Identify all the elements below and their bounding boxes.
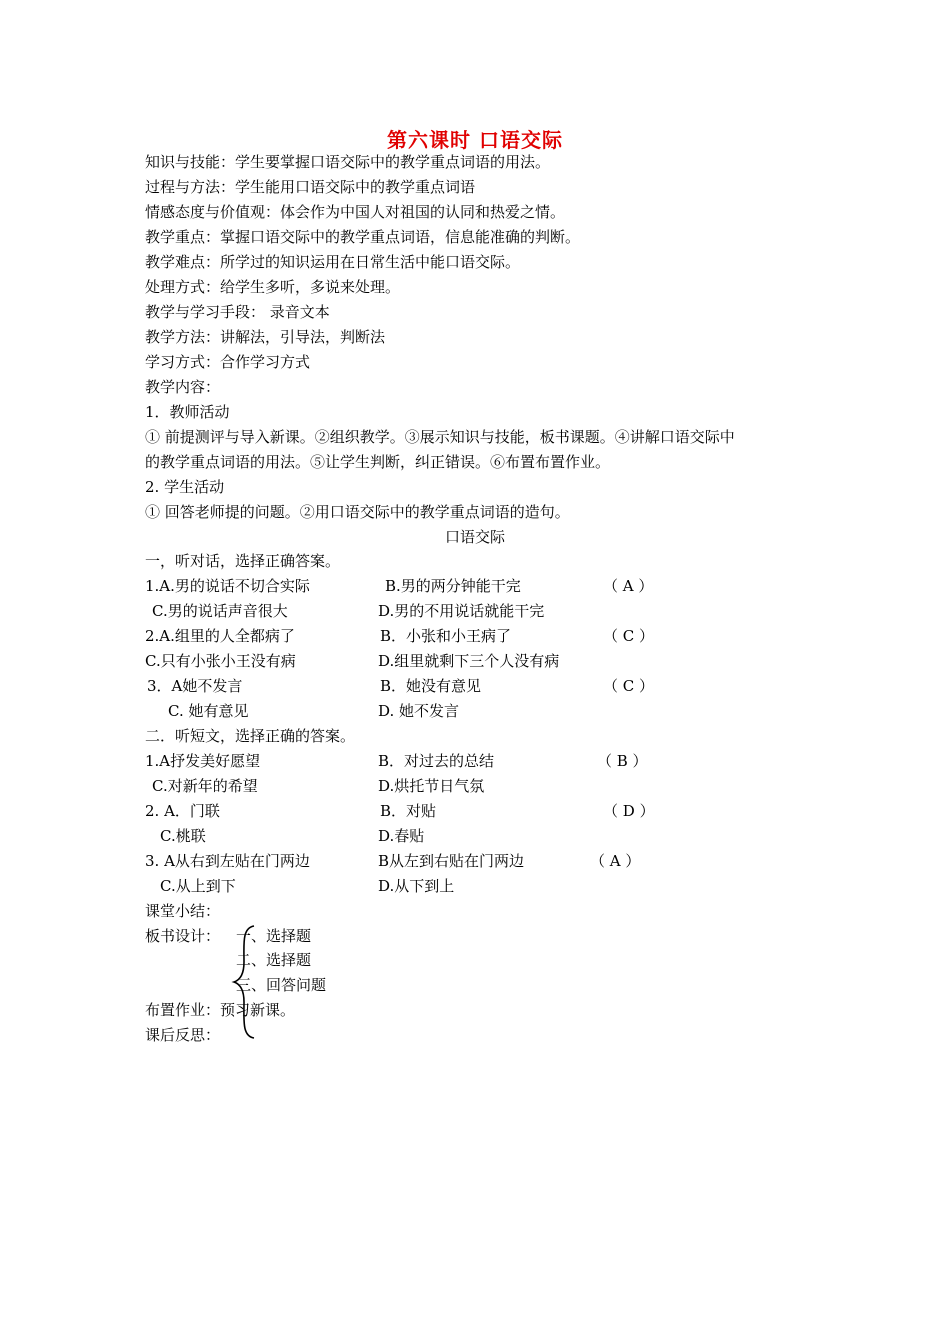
q2-1-option-c: C.对新年的希望 — [152, 777, 258, 795]
student-activity-heading: 2. 学生活动 — [145, 478, 225, 496]
after-class-reflection: 课后反思： — [145, 1026, 221, 1044]
board-design-label: 板书设计： — [145, 927, 221, 945]
teacher-activity-line1: ① 前提测评与导入新课。②组织教学。③展示知识与技能，板书课题。④讲解口语交际中 — [145, 428, 735, 446]
q1-3-option-a: 3．A她不发言 — [147, 677, 243, 695]
q2-1-option-b: B．对过去的总结 — [378, 752, 495, 770]
section-subtitle: 口语交际 — [444, 528, 505, 546]
q1-1-option-b: B.男的两分钟能干完 — [385, 577, 521, 595]
processing-method: 处理方式：给学生多听，多说来处理。 — [145, 278, 401, 296]
board-item-1: 一、选择题 — [236, 927, 312, 945]
section1-heading: 一，听对话，选择正确答案。 — [145, 552, 341, 570]
objective-attitude: 情感态度与价值观：体会作为中国人对祖国的认同和热爱之情。 — [145, 203, 566, 221]
q1-3-answer: （ C ） — [603, 677, 655, 695]
q1-2-answer: （ C ） — [603, 627, 655, 645]
teacher-activity-heading: 1．教师活动 — [145, 403, 230, 421]
curly-brace-icon — [228, 922, 258, 1042]
q2-2-answer: （ D ） — [603, 802, 655, 820]
teaching-focus: 教学重点：掌握口语交际中的教学重点词语，信息能准确的判断。 — [145, 228, 581, 246]
teaching-difficulty: 教学难点：所学过的知识运用在日常生活中能口语交际。 — [145, 253, 521, 271]
q1-1-option-d: D.男的不用说话就能干完 — [378, 602, 545, 620]
q2-1-answer: （ B ） — [597, 752, 648, 770]
q1-2-option-d: D.组里就剩下三个人没有病 — [378, 652, 560, 670]
q2-1-option-a: 1.A抒发美好愿望 — [145, 752, 261, 770]
q1-3-option-c: C. 她有意见 — [168, 702, 249, 720]
q1-1-option-c: C.男的说话声音很大 — [152, 602, 288, 620]
q2-2-option-c: C.桃联 — [160, 827, 206, 845]
q2-1-option-d: D.烘托节日气氛 — [378, 777, 485, 795]
board-item-3: 三、回答问题 — [236, 976, 327, 994]
class-summary: 课堂小结： — [145, 902, 221, 920]
q1-3-option-d: D. 她不发言 — [378, 702, 460, 720]
q2-2-option-b: B．对贴 — [380, 802, 437, 820]
q2-2-option-a: 2. A．门联 — [145, 802, 220, 820]
q2-2-option-d: D.春贴 — [378, 827, 425, 845]
q1-2-option-a: 2.A.组里的人全都病了 — [145, 627, 295, 645]
homework: 布置作业：预习新课。 — [145, 1001, 296, 1019]
q1-1-option-a: 1.A.男的说话不切合实际 — [145, 577, 310, 595]
teaching-method: 教学方法：讲解法，引导法，判断法 — [145, 328, 386, 346]
teaching-content: 教学内容： — [145, 378, 221, 396]
objective-process: 过程与方法：学生能用口语交际中的教学重点词语 — [145, 178, 476, 196]
q2-3-option-c: C.从上到下 — [160, 877, 236, 895]
student-activity-line1: ① 回答老师提的问题。②用口语交际中的教学重点词语的造句。 — [145, 503, 570, 521]
q1-1-answer: （ A ） — [603, 577, 654, 595]
objective-knowledge: 知识与技能：学生要掌握口语交际中的教学重点词语的用法。 — [145, 153, 551, 171]
q2-3-option-a: 3. A从右到左贴在门两边 — [145, 852, 310, 870]
page-title: 第六课时 口语交际 — [387, 128, 563, 152]
q1-3-option-b: B．她没有意见 — [380, 677, 482, 695]
q1-2-option-b: B．小张和小王病了 — [380, 627, 512, 645]
section2-heading: 二．听短文，选择正确的答案。 — [145, 727, 356, 745]
board-item-2: 二、选择题 — [236, 951, 312, 969]
teacher-activity-line2: 的教学重点词语的用法。⑤让学生判断，纠正错误。⑥布置布置作业。 — [145, 453, 611, 471]
q2-3-answer: （ A ） — [590, 852, 641, 870]
q1-2-option-c: C.只有小张小王没有病 — [145, 652, 296, 670]
q2-3-option-d: D.从下到上 — [378, 877, 455, 895]
q2-3-option-b: B从左到右贴在门两边 — [378, 852, 525, 870]
teaching-means: 教学与学习手段： 录音文本 — [145, 303, 330, 321]
learning-mode: 学习方式：合作学习方式 — [145, 353, 311, 371]
